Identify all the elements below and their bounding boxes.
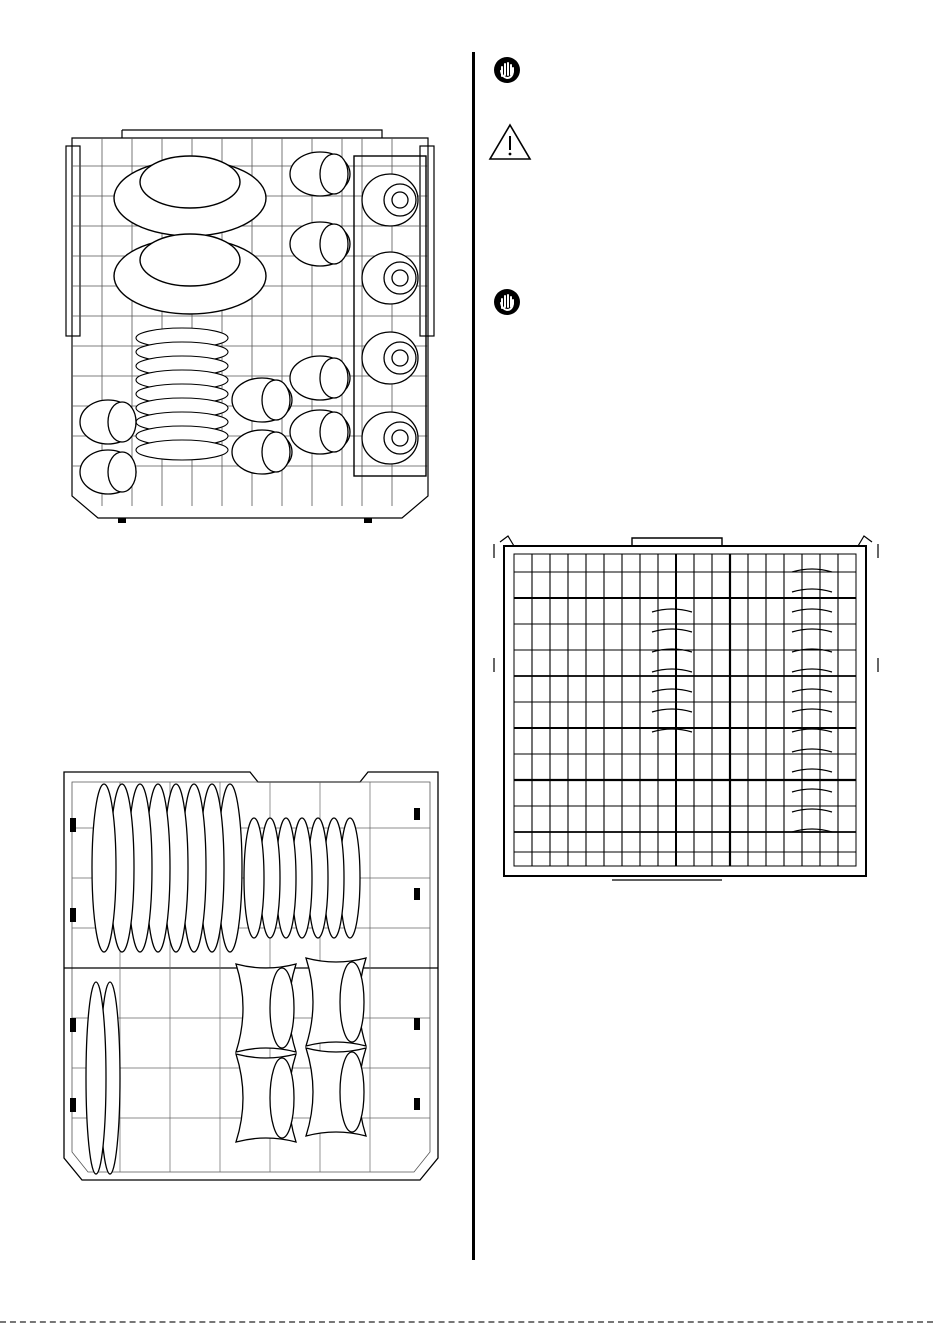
stop-hand-icon [493,288,521,316]
stop-hand-icon [493,56,521,84]
warning-triangle-icon [488,123,532,161]
page-bottom-edge [0,1321,933,1323]
cutlery-tray-figure [492,532,880,888]
lower-basket-illustration [60,768,442,1188]
upper-basket-figure [62,126,438,526]
upper-basket-illustration [62,126,438,526]
lower-basket-figure [60,768,442,1188]
cutlery-tray-illustration [492,532,880,888]
column-divider [472,52,475,1260]
